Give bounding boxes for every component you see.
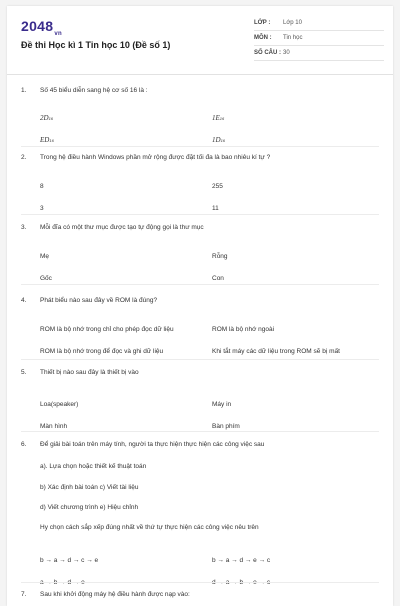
meta-class: LỚP : Lớp 10 — [254, 16, 384, 31]
option-a[interactable]: 2D16 — [40, 114, 54, 122]
option-b[interactable]: 255 — [212, 183, 223, 190]
question-4: 4. Phát biểu nào sau đây về ROM là đúng? ROM là bộ nhớ trong chỉ cho phép đọc dữ liệu ROM là bộ nhớ ngoài ROM là bộ nhớ trong để đọc và ghi dữ liệu Khi tắt máy các dữ liệu trong ROM sẽ bị mất — [21, 297, 340, 355]
option-d[interactable]: 1D16 — [212, 136, 226, 144]
option-d[interactable]: Con — [212, 275, 224, 282]
instruction-line: Hy chọn cách sắp xếp đúng nhất về thứ tự thực hiện các công việc nêu trên — [40, 524, 259, 531]
step-line: a). Lựa chọn hoặc thiết kế thuật toán — [40, 463, 147, 470]
option-c[interactable]: Màn hình — [40, 423, 68, 430]
option-b[interactable]: Rỗng — [212, 253, 228, 260]
option-d[interactable]: Bàn phím — [212, 423, 240, 430]
option-b[interactable]: 1E16 — [212, 114, 225, 122]
question-7: 7. Sau khi khởi động máy hệ điều hành được nạp vào: — [21, 591, 190, 598]
question-text: Mỗi đĩa có một thư mục được tạo tự động gọi là thư mục — [40, 224, 204, 231]
exam-title: Đề thi Học kì 1 Tin học 10 (Đề số 1) — [21, 40, 171, 50]
exam-meta — [254, 16, 384, 61]
question-text: Thiết bị nào sau đây là thiết bị vào — [40, 369, 139, 376]
step-line: b) Xác định bài toán c) Viết tài liệu — [40, 484, 139, 491]
question-3: 3. Mỗi đĩa có một thư mục được tạo tự động gọi là thư mục Mẹ Rỗng Gốc Con — [21, 224, 228, 282]
option-b[interactable]: ROM là bộ nhớ ngoài — [212, 326, 275, 333]
question-text: Phát biểu nào sau đây về ROM là đúng? — [40, 297, 158, 304]
question-6: 6. Để giải bài toán trên máy tính, người ta thực hiện thực hiện các công việc sau a). Lựa chọn hoặc thiết kế thuật toán b) Xác định bài toán c) Viết tài liệu d) Viết chương trình e) Hiệu chỉnh Hy chọn cách sắp xếp đúng nhất về thứ tự thực hiện các công việc nêu trên b → a → d → c → e b → a → d → e → c a → b → d → e d → a → b → e → c — [21, 441, 271, 586]
header-divider — [7, 74, 393, 75]
option-a[interactable]: Mẹ — [40, 253, 50, 260]
option-d[interactable]: 11 — [212, 205, 219, 212]
exam-page — [7, 6, 393, 606]
step-line: d) Viết chương trình e) Hiệu chỉnh — [40, 504, 139, 511]
option-d[interactable]: Khi tắt máy các dữ liệu trong ROM sẽ bị mất — [212, 348, 340, 355]
option-c[interactable]: ROM là bộ nhớ trong để đọc và ghi dữ liệu — [40, 348, 164, 355]
option-a[interactable]: b → a → d → c → e — [40, 557, 99, 564]
divider — [21, 214, 379, 215]
question-5: 5. Thiết bị nào sau đây là thiết bị vào Loa(speaker) Máy in Màn hình Bàn phím — [21, 369, 240, 430]
option-a[interactable]: Loa(speaker) — [40, 401, 79, 408]
meta-count: SỐ CÂU : 30 — [254, 46, 384, 61]
option-c[interactable]: ED16 — [40, 136, 54, 144]
divider — [21, 582, 379, 583]
meta-subject: MÔN : Tin học — [254, 31, 384, 46]
divider — [21, 284, 379, 285]
option-c[interactable]: Gốc — [40, 275, 52, 282]
question-text: Trong hệ điều hành Windows phần mở rộng được đặt tối đa là bao nhiêu kí tự ? — [40, 154, 271, 161]
option-d[interactable]: d → a → b → e → c — [212, 579, 271, 586]
option-b[interactable]: b → a → d → e → c — [212, 557, 271, 564]
option-b[interactable]: Máy in — [212, 401, 232, 408]
site-logo[interactable]: $2048_{vn}$ — [21, 18, 62, 37]
divider — [21, 146, 379, 147]
question-2: 2. Trong hệ điều hành Windows phần mở rộng được đặt tối đa là bao nhiêu kí tự ? 8 255 3 11 — [21, 154, 271, 212]
option-c[interactable]: a → b → d → e — [40, 579, 85, 586]
question-1: 1. Số 45 biểu diễn sang hệ cơ số 16 là : 2D16 1E16 ED16 1D16 — [21, 87, 226, 144]
divider — [21, 431, 379, 432]
divider — [21, 359, 379, 360]
option-a[interactable]: 8 — [40, 183, 44, 190]
question-text: Để giải bài toán trên máy tính, người ta thực hiện thực hiện các công việc sau — [40, 441, 265, 448]
question-text: Số 45 biểu diễn sang hệ cơ số 16 là : — [40, 87, 148, 94]
option-a[interactable]: ROM là bộ nhớ trong chỉ cho phép đọc dữ liệu — [40, 326, 174, 333]
option-c[interactable]: 3 — [40, 205, 44, 212]
question-text: Sau khi khởi động máy hệ điều hành được nạp vào: — [40, 591, 190, 598]
